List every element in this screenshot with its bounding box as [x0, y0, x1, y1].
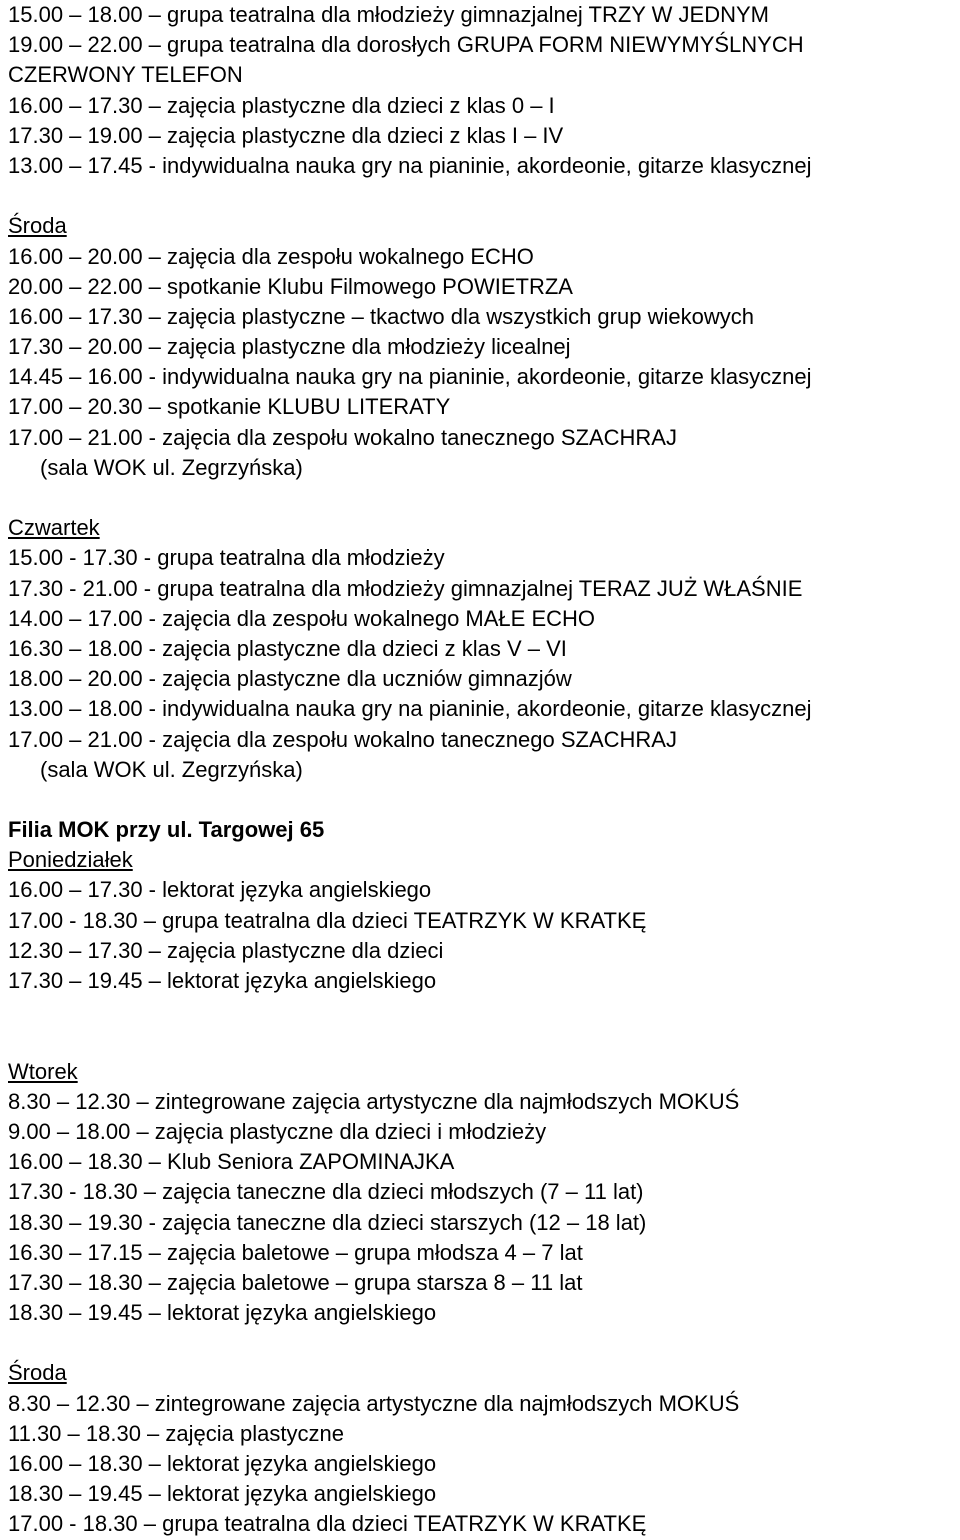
schedule-entry: 17.00 – 20.30 – spotkanie KLUBU LITERATY — [8, 394, 451, 420]
schedule-entry: 17.00 – 21.00 - zajęcia dla zespołu wokalno tanecznego SZACHRAJ — [8, 424, 677, 450]
schedule-entry: 15.00 – 18.00 – grupa teatralna dla młodzieży gimnazjalnej TRZY W JEDNYM — [8, 2, 770, 27]
schedule-entry: 15.00 - 17.30 - grupa teatralna dla młodzieży — [8, 545, 445, 571]
schedule-entry: 18.00 – 20.00 - zajęcia plastyczne dla uczniów gimnazjów — [8, 666, 572, 692]
schedule-entry: 18.30 – 19.30 - zajęcia taneczne dla dzieci starszych (12 – 18 lat) — [8, 1209, 647, 1235]
schedule-entry: 17.30 – 19.00 – zajęcia plastyczne dla dzieci z klas I – IV — [8, 122, 564, 148]
schedule-entry: 18.30 – 19.45 – lektorat języka angielskiego — [8, 1481, 437, 1507]
schedule-entry: 20.00 – 22.00 – spotkanie Klubu Filmowego POWIETRZA — [8, 273, 573, 299]
day-heading: Środa — [8, 213, 67, 239]
day-heading: Wtorek — [8, 1058, 78, 1084]
section-title: Filia MOK przy ul. Targowej 65 — [8, 817, 325, 843]
schedule-entry: 17.30 - 21.00 - grupa teatralna dla młodzieży gimnazjalnej TERAZ JUŻ WŁAŚNIE — [8, 575, 803, 601]
blank-line — [8, 1026, 960, 1056]
schedule-entry: 16.30 – 18.00 - zajęcia plastyczne dla dzieci z klas V – VI — [8, 635, 567, 661]
schedule-entry: 19.00 – 22.00 – grupa teatralna dla dorosłych GRUPA FORM NIEWYMYŚLNYCH — [8, 32, 804, 58]
blank-line — [8, 1328, 960, 1358]
schedule-entry: 17.30 – 20.00 – zajęcia plastyczne dla młodzieży licealnej — [8, 334, 571, 360]
schedule-entry: 16.00 – 18.30 – Klub Seniora ZAPOMINAJKA — [8, 1149, 455, 1175]
schedule-entry: 16.00 – 18.30 – lektorat języka angielskiego — [8, 1451, 437, 1476]
schedule-entry: 17.00 – 21.00 - zajęcia dla zespołu wokalno tanecznego SZACHRAJ — [8, 726, 677, 752]
schedule-entry: 9.00 – 18.00 – zajęcia plastyczne dla dzieci i młodzieży — [8, 1118, 547, 1144]
blank-line — [8, 996, 960, 1026]
schedule-entry: 8.30 – 12.30 – zintegrowane zajęcia artystyczne dla najmłodszych MOKUŚ — [8, 1088, 740, 1114]
schedule-entry: 11.30 – 18.30 – zajęcia plastyczne — [8, 1420, 344, 1446]
schedule-entry: 17.30 – 19.45 – lektorat języka angielskiego — [8, 968, 437, 993]
schedule-entry: 18.30 – 19.45 – lektorat języka angielskiego — [8, 1300, 437, 1326]
blank-line — [8, 181, 960, 211]
schedule-entry: 16.00 – 17.30 - lektorat języka angielskiego — [8, 877, 432, 903]
day-heading: Poniedziałek — [8, 847, 133, 873]
schedule-entry: 16.00 – 17.30 – zajęcia plastyczne – tkactwo dla wszystkich grup wiekowych — [8, 303, 754, 329]
day-heading: Czwartek — [8, 515, 100, 541]
location-note: (sala WOK ul. Zegrzyńska) — [40, 756, 303, 782]
schedule-entry: 17.00 - 18.30 – grupa teatralna dla dzieci TEATRZYK W KRATKĘ — [8, 1511, 647, 1537]
schedule-entry: 12.30 – 17.30 – zajęcia plastyczne dla dzieci — [8, 937, 444, 963]
schedule-entry: 13.00 – 18.00 - indywidualna nauka gry na pianinie, akordeonie, gitarze klasycznej — [8, 696, 812, 722]
schedule-entry: CZERWONY TELEFON — [8, 62, 243, 88]
schedule-entry: 13.00 – 17.45 - indywidualna nauka gry na pianinie, akordeonie, gitarze klasycznej — [8, 152, 812, 178]
schedule-entry: 14.45 – 16.00 - indywidualna nauka gry na pianinie, akordeonie, gitarze klasycznej — [8, 364, 812, 390]
schedule-entry: 17.00 - 18.30 – grupa teatralna dla dzieci TEATRZYK W KRATKĘ — [8, 907, 647, 933]
schedule-entry: 16.30 – 17.15 – zajęcia baletowe – grupa młodsza 4 – 7 lat — [8, 1239, 583, 1265]
schedule-entry: 16.00 – 20.00 – zajęcia dla zespołu wokalnego ECHO — [8, 243, 534, 269]
schedule-entry: 17.30 – 18.30 – zajęcia baletowe – grupa starsza 8 – 11 lat — [8, 1269, 583, 1295]
day-heading: Środa — [8, 1360, 67, 1386]
schedule-entry: 14.00 – 17.00 - zajęcia dla zespołu wokalnego MAŁE ECHO — [8, 605, 596, 631]
schedule-entry: 16.00 – 17.30 – zajęcia plastyczne dla dzieci z klas 0 – I — [8, 92, 555, 118]
schedule-entry: 8.30 – 12.30 – zintegrowane zajęcia artystyczne dla najmłodszych MOKUŚ — [8, 1390, 740, 1416]
location-note: (sala WOK ul. Zegrzyńska) — [40, 454, 303, 480]
blank-line — [8, 483, 960, 513]
schedule-entry: 17.30 - 18.30 – zajęcia taneczne dla dzieci młodszych (7 – 11 lat) — [8, 1179, 644, 1205]
blank-line — [8, 785, 960, 815]
